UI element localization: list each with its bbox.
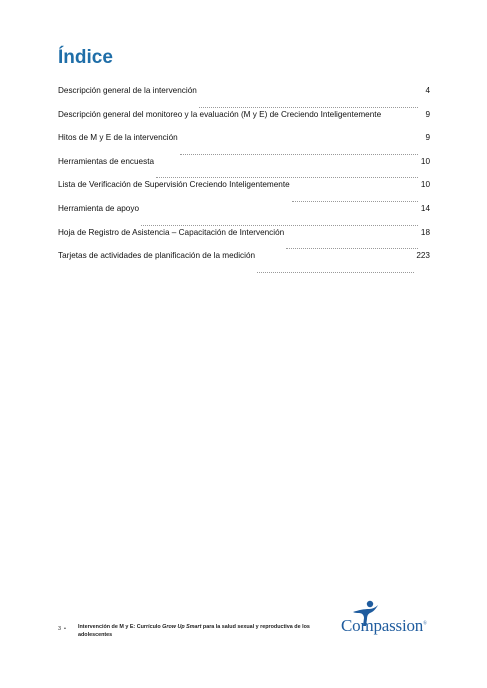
page-footer — [58, 616, 436, 652]
logo-wordmark — [341, 616, 427, 636]
footer-bullet: • — [64, 626, 66, 632]
toc-entry-label: Herramienta de apoyo — [58, 203, 140, 213]
toc-entry[interactable] — [58, 204, 430, 228]
page-number: 3 — [58, 626, 62, 632]
footer-text-part1: Intervención de M y E: Currículo — [78, 624, 163, 630]
toc-entry-label: Herramientas de encuesta — [58, 156, 155, 166]
footer-text-italic: Grow Up Smart — [162, 624, 202, 630]
toc-entry[interactable] — [58, 157, 430, 181]
logo-trademark: ® — [423, 621, 427, 627]
toc-entry-page: 223 — [416, 251, 430, 261]
toc-entry-page: 14 — [420, 203, 430, 213]
logo-word: Compassion — [341, 616, 424, 635]
footer-text-part2: para la salud sexual y reproductiva de los adolescentes — [78, 624, 310, 638]
toc-entry-page: 9 — [425, 133, 430, 143]
toc-entry[interactable] — [58, 133, 430, 157]
toc-entry-label: Lista de Verificación de Supervisión Creciendo Inteligentemente — [58, 180, 290, 190]
toc-dot-leader — [257, 272, 414, 273]
table-of-contents — [58, 86, 430, 275]
toc-entry-page: 10 — [420, 180, 430, 190]
page-title: Índice — [58, 47, 113, 68]
toc-entry[interactable] — [58, 86, 430, 110]
toc-entry[interactable] — [58, 180, 430, 204]
toc-entry[interactable] — [58, 228, 430, 252]
toc-entry-label: Hitos de M y E de la intervención — [58, 133, 178, 143]
toc-entry-page: 9 — [425, 109, 430, 119]
toc-entry-page: 18 — [420, 227, 430, 237]
toc-entry-label: Descripción general del monitoreo y la evaluación (M y E) de Creciendo Inteligentemente — [58, 109, 382, 119]
toc-dot-leader — [156, 177, 418, 178]
toc-dot-leader — [199, 107, 418, 108]
toc-dot-leader — [141, 225, 418, 226]
toc-dot-leader — [180, 154, 418, 155]
toc-entry-label: Descripción general de la intervención — [58, 86, 197, 95]
toc-entry-label: Hoja de Registro de Asistencia – Capacitación de Intervención — [58, 227, 285, 237]
toc-entry-page: 10 — [420, 156, 430, 166]
toc-entry[interactable] — [58, 251, 430, 275]
toc-dot-leader — [292, 201, 418, 202]
footer-text — [78, 623, 328, 639]
toc-entry[interactable] — [58, 110, 430, 134]
toc-entry-page: 4 — [425, 86, 430, 95]
toc-dot-leader — [286, 248, 418, 249]
compassion-logo — [341, 600, 436, 642]
toc-entry-label: Tarjetas de actividades de planificación de la medición — [58, 251, 256, 261]
